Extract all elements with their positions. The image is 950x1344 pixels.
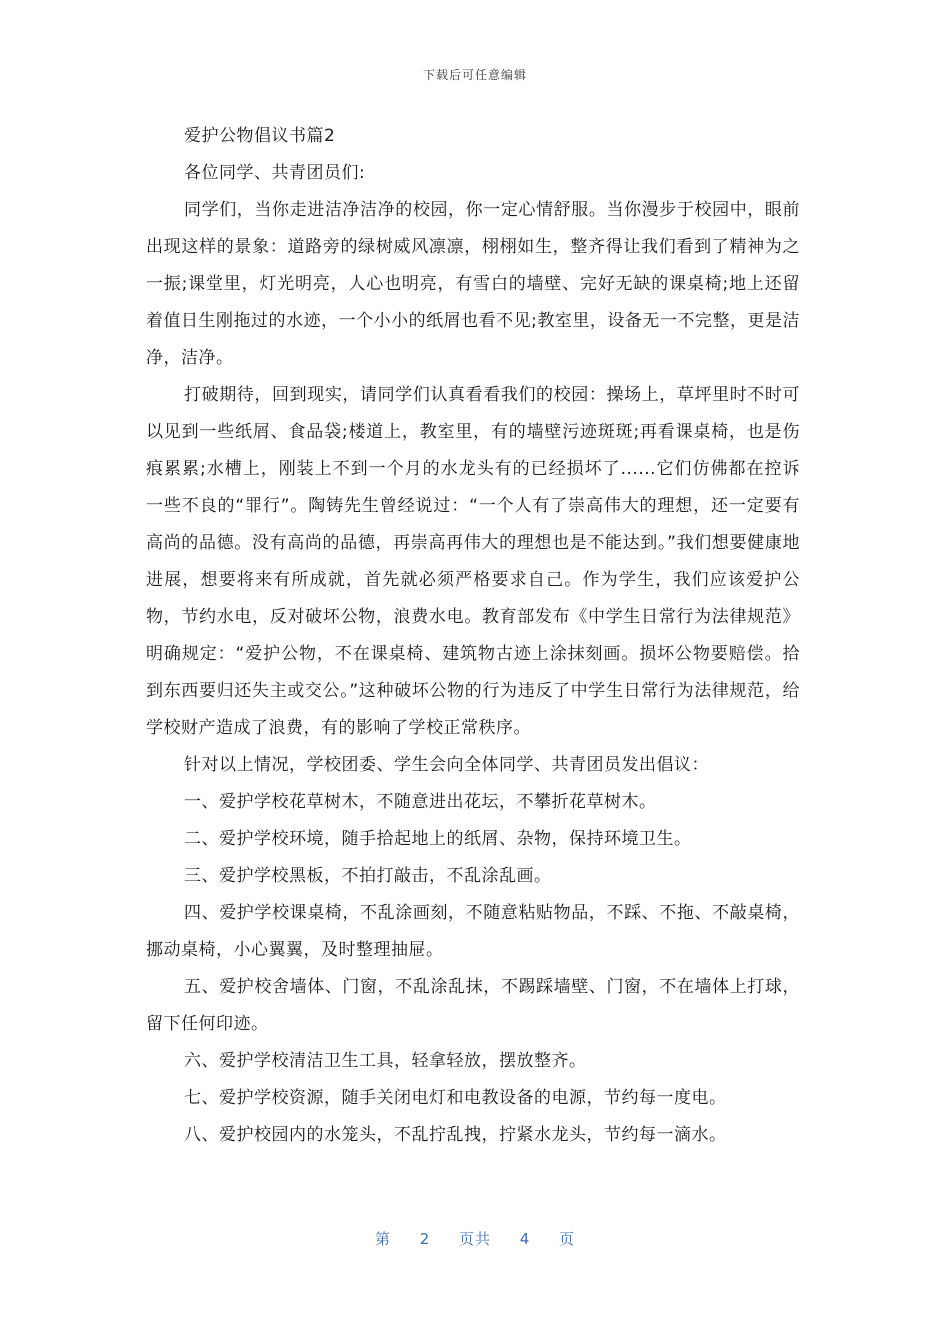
footer-middle: 页共	[458, 1230, 491, 1248]
proposal-item-1: 一、爱护学校花草树木，不随意进出花坛，不攀折花草树木。	[184, 792, 657, 812]
proposal-item-6: 六、爱护学校清洁卫生工具，轻拿轻放，摆放整齐。	[184, 1051, 587, 1071]
proposal-item-8: 八、爱护校园内的水笼头，不乱拧乱拽，拧紧水龙头，节约每一滴水。	[184, 1125, 727, 1145]
proposal-item-4: 四、爱护学校课桌椅，不乱涂画刻，不随意粘贴物品，不踩、不拖、不敲桌椅，挪动桌椅，小心翼翼，及时整理抽屉。	[146, 903, 800, 960]
document-body	[146, 118, 800, 1154]
proposal-item-5: 五、爱护校舍墙体、门窗，不乱涂乱抹，不踢踩墙壁、门窗，不在墙体上打球，留下任何印迹。	[146, 977, 800, 1034]
document-title: 爱护公物倡议书篇2	[184, 126, 336, 146]
paragraph-proposal-lead: 针对以上情况，学校团委、学生会向全体同学、共青团员发出倡议：	[184, 755, 709, 775]
footer-prefix: 第	[374, 1230, 391, 1248]
proposal-item-7: 七、爱护学校资源，随手关闭电灯和电教设备的电源，节约每一度电。	[184, 1088, 727, 1108]
proposal-item-3: 三、爱护学校黑板，不拍打敲击，不乱涂乱画。	[184, 866, 552, 886]
page-footer	[0, 1228, 950, 1249]
greeting: 各位同学、共青团员们:	[184, 163, 366, 183]
footer-suffix: 页	[559, 1230, 576, 1248]
paragraph-reality: 打破期待，回到现实，请同学们认真看看我们的校园：操场上，草坪里时不时可以见到一些纸屑、食品袋;楼道上，教室里，有的墙壁污迹斑斑;再看课桌椅，也是伤痕累累;水槽上，刚装上不到一个月的水龙头有的已经损坏了......它们仿佛都在控诉一些不良的“罪行”。陶铸先生曾经说过：“一个人有了崇高伟大的理想，还一定要有高尚的品德。没有高尚的品德，再崇高再伟大的理想也是不能达到。”我们想要健康地进展，想要将来有所成就，首先就必须严格要求自己。作为学生，我们应该爱护公物，节约水电，反对破坏公物，浪费水电。教育部发布《中学生日常行为法律规范》明确规定：“爱护公物，不在课桌椅、建筑物古迹上涂抹刻画。损坏公物要赔偿。拾到东西要归还失主或交公。”这种破坏公物的行为违反了中学生日常行为法律规范，给学校财产造成了浪费，有的影响了学校正常秩序。	[146, 385, 800, 738]
paragraph-intro: 同学们，当你走进洁净洁净的校园，你一定心情舒服。当你漫步于校园中，眼前出现这样的景象：道路旁的绿树威风凛凛，栩栩如生，整齐得让我们看到了精神为之一振;课堂里，灯光明亮，人心也明亮，有雪白的墙壁、完好无缺的课桌椅;地上还留着值日生刚拖过的水迹，一个小小的纸屑也看不见;教室里，设备无一不完整，更是洁净，洁净。	[146, 200, 800, 368]
proposal-item-2: 二、爱护学校环境，随手拾起地上的纸屑、杂物，保持环境卫生。	[184, 829, 692, 849]
footer-total-pages: 4	[519, 1230, 531, 1248]
page-header-note: 下载后可任意编辑	[422, 68, 527, 82]
footer-current-page: 2	[419, 1230, 431, 1248]
